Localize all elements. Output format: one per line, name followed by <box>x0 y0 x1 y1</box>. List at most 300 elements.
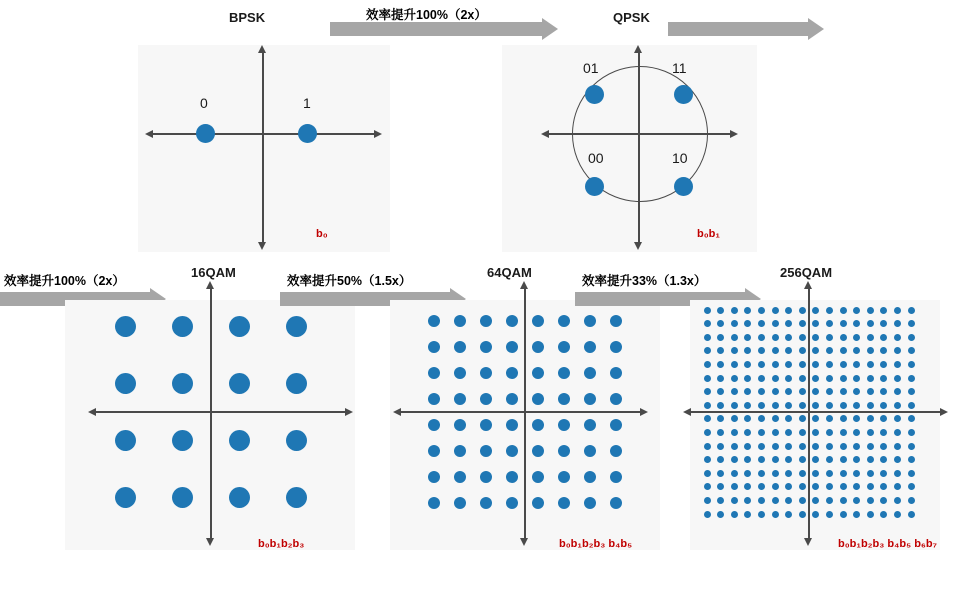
qpsk-point-label-10: 10 <box>672 150 688 166</box>
qam256-constellation-point <box>717 470 724 477</box>
qam64-constellation-point <box>610 471 622 483</box>
qam256-constellation-point <box>826 361 833 368</box>
qam256-constellation-point <box>867 334 874 341</box>
qpsk-constellation-point <box>674 177 693 196</box>
qam256-constellation-point <box>772 347 779 354</box>
qam256-constellation-point <box>908 456 915 463</box>
qam256-constellation-point <box>772 415 779 422</box>
qam256-constellation-point <box>826 470 833 477</box>
qam256-constellation-point <box>867 375 874 382</box>
qam256-constellation-point <box>826 334 833 341</box>
qam256-constellation-point <box>772 375 779 382</box>
qam16-constellation-point <box>286 430 307 451</box>
qam256-constellation-point <box>731 470 738 477</box>
qam256-constellation-point <box>840 483 847 490</box>
qam256-constellation-point <box>799 334 806 341</box>
qam256-constellation-point <box>717 402 724 409</box>
qam64-constellation-point <box>454 367 466 379</box>
qam256-constellation-point <box>880 402 887 409</box>
qam64-constellation-point <box>558 367 570 379</box>
qam256-constellation-point <box>908 402 915 409</box>
qam64-constellation-point <box>480 315 492 327</box>
qam256-axis-left-arrowhead <box>683 408 691 416</box>
qam256-axis-vertical <box>808 288 810 538</box>
qam256-constellation-point <box>840 456 847 463</box>
qam256-constellation-point <box>826 307 833 314</box>
qam64-axis-vertical <box>524 288 526 538</box>
qam256-constellation-point <box>772 307 779 314</box>
qam256-constellation-point <box>908 388 915 395</box>
qam64-axis-left-arrowhead <box>393 408 401 416</box>
qam256-constellation-point <box>894 456 901 463</box>
qam64-constellation-point <box>454 341 466 353</box>
qam256-constellation-point <box>785 511 792 518</box>
qam256-constellation-point <box>853 361 860 368</box>
qam256-constellation-point <box>758 375 765 382</box>
arrow-qpsk-continuation <box>668 18 824 40</box>
qpsk-axis-down-arrowhead <box>634 242 642 250</box>
qam256-constellation-point <box>704 361 711 368</box>
qam256-constellation-point <box>853 470 860 477</box>
qam256-constellation-point <box>880 334 887 341</box>
qpsk-point-label-00: 00 <box>588 150 604 166</box>
qam256-constellation-point <box>758 443 765 450</box>
qam256-constellation-point <box>867 443 874 450</box>
qam256-constellation-point <box>758 429 765 436</box>
qpsk-point-label-01: 01 <box>583 60 599 76</box>
qam256-constellation-point <box>908 511 915 518</box>
bpsk-point-label-1: 1 <box>303 95 311 111</box>
qam64-constellation-point <box>480 419 492 431</box>
qam256-constellation-point <box>908 361 915 368</box>
qam256-constellation-point <box>717 511 724 518</box>
qam256-constellation-point <box>704 388 711 395</box>
qam256-constellation-point <box>867 470 874 477</box>
qam256-constellation-point <box>758 456 765 463</box>
qam16-constellation-point <box>286 487 307 508</box>
qam256-constellation-point <box>717 443 724 450</box>
qam256-constellation-point <box>894 429 901 436</box>
qam16-axis-left-arrowhead <box>88 408 96 416</box>
qam256-constellation-point <box>812 443 819 450</box>
qam64-constellation-point <box>584 419 596 431</box>
qam16-constellation-point <box>115 373 136 394</box>
qam64-constellation-point <box>532 497 544 509</box>
qam64-constellation-point <box>454 419 466 431</box>
qam256-constellation-point <box>799 443 806 450</box>
panel-title-qpsk: QPSK <box>613 10 650 25</box>
qam256-constellation-point <box>853 511 860 518</box>
qam16-axis-up-arrowhead <box>206 281 214 289</box>
qam256-constellation-point <box>867 307 874 314</box>
qam256-constellation-point <box>894 511 901 518</box>
qam256-constellation-point <box>758 497 765 504</box>
qam256-constellation-point <box>853 429 860 436</box>
qam64-constellation-point <box>584 393 596 405</box>
qam256-constellation-point <box>799 511 806 518</box>
qam256-constellation-point <box>744 307 751 314</box>
qam256-constellation-point <box>880 470 887 477</box>
qam16-constellation-point <box>172 373 193 394</box>
qam256-constellation-point <box>867 511 874 518</box>
qam64-constellation-point <box>454 445 466 457</box>
qam256-constellation-point <box>894 470 901 477</box>
qam256-constellation-point <box>772 456 779 463</box>
qam256-constellation-point <box>717 361 724 368</box>
qam256-constellation-point <box>826 375 833 382</box>
qam16-constellation-point <box>172 487 193 508</box>
qam64-constellation-point <box>428 471 440 483</box>
qam256-constellation-point <box>758 402 765 409</box>
qam256-constellation-point <box>812 334 819 341</box>
qam256-constellation-point <box>867 361 874 368</box>
qam64-constellation-point <box>506 341 518 353</box>
qam64-constellation-point <box>454 315 466 327</box>
qpsk-axis-up-arrowhead <box>634 45 642 53</box>
qam256-constellation-point <box>880 443 887 450</box>
qam256-constellation-point <box>812 307 819 314</box>
qam256-constellation-point <box>826 497 833 504</box>
qam256-constellation-point <box>704 483 711 490</box>
qam256-constellation-point <box>840 415 847 422</box>
qam256-constellation-point <box>731 483 738 490</box>
qam64-constellation-point <box>506 393 518 405</box>
qam256-constellation-point <box>772 361 779 368</box>
qam256-constellation-point <box>826 456 833 463</box>
qam256-constellation-point <box>840 375 847 382</box>
qam64-constellation-point <box>532 471 544 483</box>
qpsk-bits-label: b₀b₁ <box>697 228 720 240</box>
qam256-axis-right-arrowhead <box>940 408 948 416</box>
qam256-constellation-point <box>772 470 779 477</box>
qam256-constellation-point <box>853 497 860 504</box>
qam256-constellation-point <box>731 334 738 341</box>
qam16-constellation-point <box>115 430 136 451</box>
qam256-constellation-point <box>799 320 806 327</box>
qam256-constellation-point <box>840 402 847 409</box>
qam256-constellation-point <box>704 456 711 463</box>
qam16-axis-down-arrowhead <box>206 538 214 546</box>
qam64-constellation-point <box>428 315 440 327</box>
qam256-constellation-point <box>744 402 751 409</box>
qam64-constellation-point <box>480 497 492 509</box>
bpsk-axis-vertical <box>262 52 264 242</box>
qam256-constellation-point <box>731 320 738 327</box>
qam64-constellation-point <box>532 419 544 431</box>
qam256-constellation-point <box>758 470 765 477</box>
qam256-constellation-point <box>704 429 711 436</box>
qam256-constellation-point <box>840 320 847 327</box>
qam256-constellation-point <box>826 429 833 436</box>
qam256-axis-up-arrowhead <box>804 281 812 289</box>
qam256-constellation-point <box>867 456 874 463</box>
qam64-axis-up-arrowhead <box>520 281 528 289</box>
qam256-constellation-point <box>772 320 779 327</box>
qam256-constellation-point <box>731 375 738 382</box>
qpsk-axis-left-arrowhead <box>541 130 549 138</box>
qam256-constellation-point <box>717 497 724 504</box>
qam256-constellation-point <box>812 375 819 382</box>
qam16-constellation-point <box>229 373 250 394</box>
qam256-constellation-point <box>812 470 819 477</box>
qam256-constellation-point <box>840 429 847 436</box>
qam256-constellation-point <box>799 470 806 477</box>
qam16-constellation-point <box>172 430 193 451</box>
qam256-constellation-point <box>853 443 860 450</box>
qam256-constellation-point <box>758 388 765 395</box>
qam256-constellation-point <box>731 347 738 354</box>
qam256-constellation-point <box>840 388 847 395</box>
qpsk-constellation-point <box>585 177 604 196</box>
qam256-constellation-point <box>731 511 738 518</box>
qam256-constellation-point <box>894 497 901 504</box>
bpsk-constellation-point <box>196 124 215 143</box>
bpsk-axis-up-arrowhead <box>258 45 266 53</box>
qam256-constellation-point <box>840 443 847 450</box>
qam256-constellation-point <box>704 415 711 422</box>
qam256-constellation-point <box>704 402 711 409</box>
panel-bpsk <box>138 45 390 252</box>
qam256-constellation-point <box>826 443 833 450</box>
qam64-constellation-point <box>610 341 622 353</box>
qam64-constellation-point <box>532 341 544 353</box>
qam256-constellation-point <box>853 307 860 314</box>
qam64-constellation-point <box>506 471 518 483</box>
qam256-constellation-point <box>867 415 874 422</box>
qam256-constellation-point <box>908 483 915 490</box>
qam64-constellation-point <box>558 497 570 509</box>
qam256-constellation-point <box>785 470 792 477</box>
qam64-constellation-point <box>610 497 622 509</box>
qam256-constellation-point <box>908 334 915 341</box>
qam256-constellation-point <box>744 470 751 477</box>
qam256-constellation-point <box>731 443 738 450</box>
qam256-constellation-point <box>744 375 751 382</box>
qam256-constellation-point <box>704 497 711 504</box>
qam64-constellation-point <box>610 315 622 327</box>
qam64-constellation-point <box>428 445 440 457</box>
qam256-constellation-point <box>867 388 874 395</box>
qam256-constellation-point <box>908 470 915 477</box>
qam64-constellation-point <box>558 471 570 483</box>
qam256-constellation-point <box>772 511 779 518</box>
qam64-constellation-point <box>480 341 492 353</box>
qam64-constellation-point <box>584 471 596 483</box>
qam64-constellation-point <box>584 315 596 327</box>
panel-title-256qam: 256QAM <box>780 265 833 280</box>
qpsk-constellation-point <box>674 85 693 104</box>
qam256-constellation-point <box>880 511 887 518</box>
qam256-constellation-point <box>704 375 711 382</box>
qam256-constellation-point <box>758 307 765 314</box>
qam64-constellation-point <box>480 393 492 405</box>
qam256-constellation-point <box>908 307 915 314</box>
arrow-label-64qam-to-256qam: 效率提升33%（1.3x） <box>582 274 707 288</box>
qam256-constellation-point <box>772 388 779 395</box>
qpsk-point-label-11: 11 <box>672 60 687 76</box>
qam256-constellation-point <box>704 511 711 518</box>
qam256-constellation-point <box>704 443 711 450</box>
qam256-constellation-point <box>799 347 806 354</box>
qam256-constellation-point <box>894 402 901 409</box>
qam64-constellation-point <box>610 419 622 431</box>
qam64-axis-horizontal <box>400 411 640 413</box>
qam256-constellation-point <box>799 307 806 314</box>
qam64-constellation-point <box>584 497 596 509</box>
qam256-constellation-point <box>799 429 806 436</box>
qam256-constellation-point <box>785 497 792 504</box>
panel-title-bpsk: BPSK <box>229 10 266 25</box>
bpsk-axis-right-arrowhead <box>374 130 382 138</box>
qam64-constellation-point <box>532 315 544 327</box>
qam16-axis-right-arrowhead <box>345 408 353 416</box>
qam256-constellation-point <box>867 483 874 490</box>
qam256-constellation-point <box>867 320 874 327</box>
bpsk-point-label-0: 0 <box>200 95 208 111</box>
qam64-constellation-point <box>428 393 440 405</box>
qam256-constellation-point <box>799 415 806 422</box>
qam256-constellation-point <box>840 361 847 368</box>
qam256-constellation-point <box>758 361 765 368</box>
qam64-constellation-point <box>558 393 570 405</box>
qam64-constellation-point <box>428 497 440 509</box>
qam256-constellation-point <box>867 497 874 504</box>
qam16-constellation-point <box>229 430 250 451</box>
qam64-constellation-point <box>506 497 518 509</box>
qam64-axis-down-arrowhead <box>520 538 528 546</box>
qam256-constellation-point <box>799 402 806 409</box>
qam256-constellation-point <box>840 334 847 341</box>
qam256-constellation-point <box>894 361 901 368</box>
qam256-constellation-point <box>894 388 901 395</box>
qam256-constellation-point <box>785 307 792 314</box>
qam16-constellation-point <box>229 487 250 508</box>
qam64-constellation-point <box>506 315 518 327</box>
qam256-constellation-point <box>908 347 915 354</box>
qam256-constellation-point <box>894 375 901 382</box>
qam256-constellation-point <box>908 497 915 504</box>
qam256-constellation-point <box>731 388 738 395</box>
qam64-constellation-point <box>558 419 570 431</box>
qam256-constellation-point <box>772 429 779 436</box>
qam64-constellation-point <box>454 471 466 483</box>
qam256-constellation-point <box>840 347 847 354</box>
qam256-constellation-point <box>908 443 915 450</box>
qam256-constellation-point <box>812 511 819 518</box>
qam256-constellation-point <box>758 320 765 327</box>
bpsk-constellation-point <box>298 124 317 143</box>
arrow-label-bpsk-to-qpsk: 效率提升100%（2x） <box>366 8 487 22</box>
qam256-constellation-point <box>867 429 874 436</box>
qam256-constellation-point <box>908 375 915 382</box>
qam16-axis-horizontal <box>95 411 345 413</box>
qam16-constellation-point <box>286 316 307 337</box>
qam256-constellation-point <box>826 402 833 409</box>
bpsk-bits-label: b₀ <box>316 228 328 240</box>
qam256-constellation-point <box>853 334 860 341</box>
qam256-constellation-point <box>894 307 901 314</box>
bpsk-axis-down-arrowhead <box>258 242 266 250</box>
qam256-constellation-point <box>799 497 806 504</box>
qam256-constellation-point <box>826 388 833 395</box>
qam256-constellation-point <box>840 511 847 518</box>
qam256-constellation-point <box>840 470 847 477</box>
qam64-constellation-point <box>480 471 492 483</box>
qam64-constellation-point <box>584 445 596 457</box>
qam256-constellation-point <box>785 375 792 382</box>
qam64-bits-label: b₀b₁b₂b₃ b₄b₅ <box>559 538 633 550</box>
qam64-constellation-point <box>610 445 622 457</box>
qam64-constellation-point <box>506 367 518 379</box>
qam256-constellation-point <box>853 402 860 409</box>
qam256-constellation-point <box>758 334 765 341</box>
qam256-constellation-point <box>880 375 887 382</box>
qam256-constellation-point <box>894 443 901 450</box>
qam256-constellation-point <box>744 511 751 518</box>
arrow-label-16qam-to-64qam: 效率提升50%（1.5x） <box>287 274 412 288</box>
qam256-constellation-point <box>867 347 874 354</box>
qam256-constellation-point <box>704 307 711 314</box>
qam16-constellation-point <box>229 316 250 337</box>
qam16-bits-label: b₀b₁b₂b₃ <box>258 538 305 550</box>
qam16-constellation-point <box>172 316 193 337</box>
qam256-constellation-point <box>731 361 738 368</box>
qam64-constellation-point <box>584 341 596 353</box>
qam256-constellation-point <box>772 402 779 409</box>
panel-title-64qam: 64QAM <box>487 265 532 280</box>
arrow-label-to-16qam: 效率提升100%（2x） <box>4 274 125 288</box>
qam256-constellation-point <box>826 511 833 518</box>
qam256-constellation-point <box>717 307 724 314</box>
qam256-constellation-point <box>812 402 819 409</box>
qam256-constellation-point <box>731 415 738 422</box>
qam64-constellation-point <box>454 497 466 509</box>
qam256-constellation-point <box>785 443 792 450</box>
qam256-constellation-point <box>772 497 779 504</box>
qam256-constellation-point <box>908 429 915 436</box>
qam256-constellation-point <box>717 334 724 341</box>
qam256-constellation-point <box>799 361 806 368</box>
qam64-constellation-point <box>480 367 492 379</box>
qam256-constellation-point <box>731 307 738 314</box>
qam256-constellation-point <box>717 429 724 436</box>
qam64-constellation-point <box>558 445 570 457</box>
qam256-constellation-point <box>853 375 860 382</box>
qpsk-axis-right-arrowhead <box>730 130 738 138</box>
qam256-constellation-point <box>826 320 833 327</box>
qam256-constellation-point <box>772 443 779 450</box>
qam64-constellation-point <box>506 445 518 457</box>
qam64-constellation-point <box>428 367 440 379</box>
qam16-constellation-point <box>286 373 307 394</box>
qam256-constellation-point <box>772 483 779 490</box>
qpsk-constellation-point <box>585 85 604 104</box>
qam256-constellation-point <box>758 511 765 518</box>
qam64-constellation-point <box>428 341 440 353</box>
qam64-constellation-point <box>532 445 544 457</box>
qam256-constellation-point <box>731 402 738 409</box>
qam256-constellation-point <box>785 402 792 409</box>
bpsk-axis-left-arrowhead <box>145 130 153 138</box>
qam64-constellation-point <box>506 419 518 431</box>
qam256-constellation-point <box>717 375 724 382</box>
qam256-constellation-point <box>840 307 847 314</box>
qam256-constellation-point <box>908 320 915 327</box>
qam256-axis-horizontal <box>690 411 940 413</box>
qam64-constellation-point <box>558 315 570 327</box>
qam256-constellation-point <box>704 334 711 341</box>
qam256-constellation-point <box>704 320 711 327</box>
